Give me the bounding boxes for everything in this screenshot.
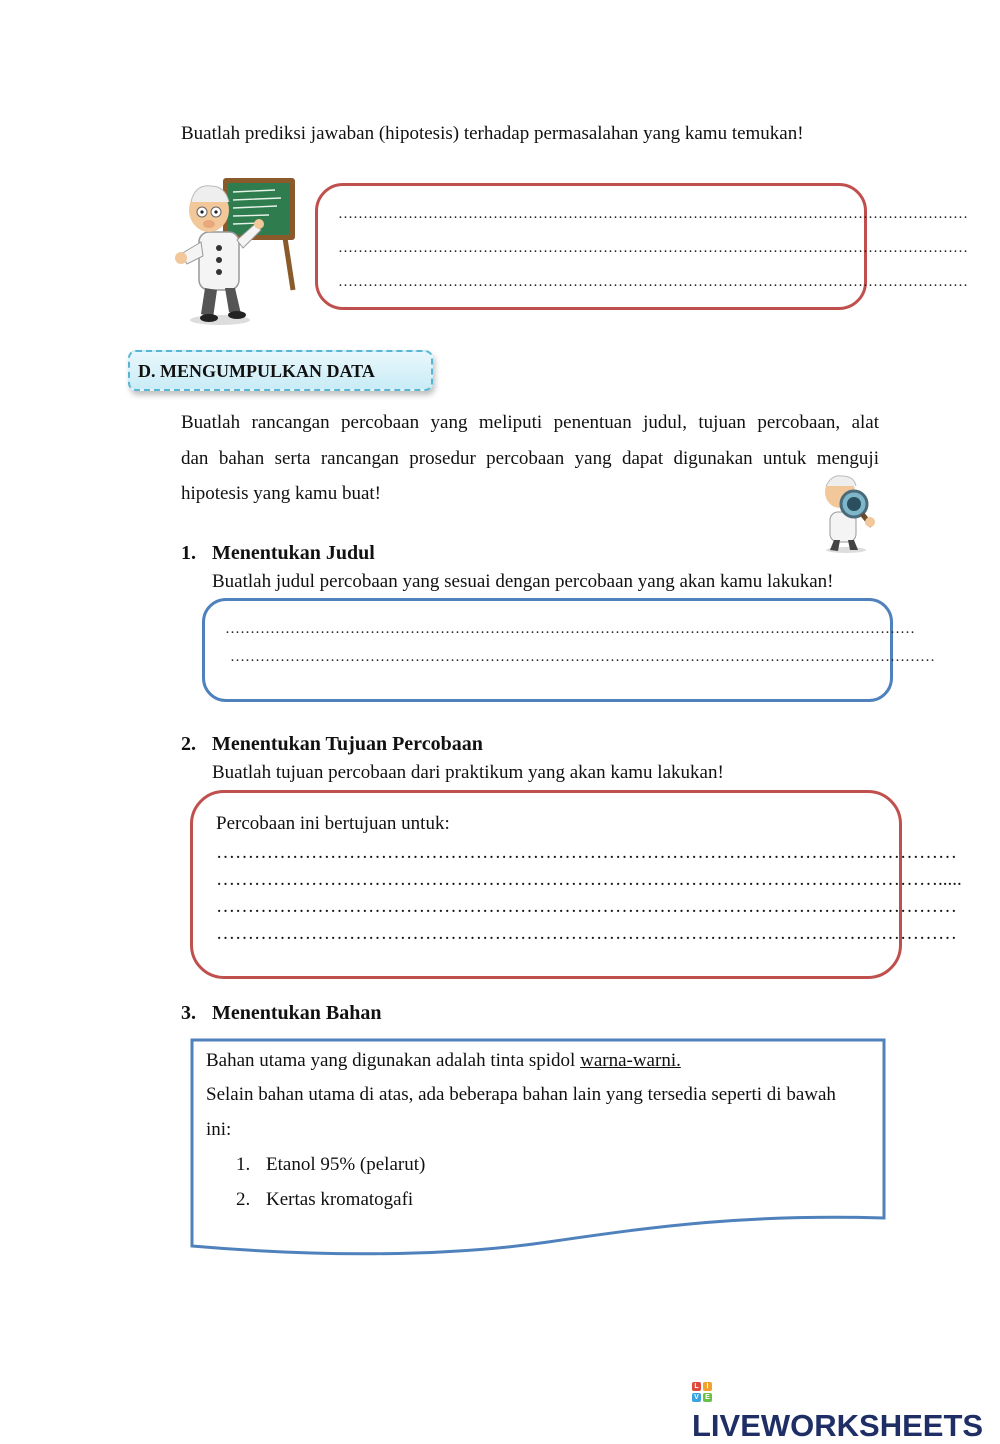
live-letter-e: E	[703, 1393, 712, 1402]
bahan-item-1-number: 1.	[236, 1154, 251, 1175]
bahan-main-highlight: warna-warni.	[580, 1050, 681, 1071]
live-squares-icon	[692, 1382, 712, 1402]
bahan-main-prefix: Bahan utama yang digunakan adalah tinta spidol	[206, 1050, 581, 1071]
professor-magnifier-illustration	[810, 472, 882, 554]
section-d-intro-line-1: Buatlah rancangan percobaan yang meliputi penentuan judul, tujuan percobaan, alat	[181, 412, 879, 433]
liveworksheets-text: LIVEWORKSHEETS	[692, 1408, 984, 1443]
tujuan-lead: Percobaan ini bertujuan untuk:	[216, 813, 450, 834]
tujuan-answer-box[interactable]	[190, 790, 962, 979]
tujuan-line-1[interactable]: ………………………………………………………………………………………………………	[216, 842, 957, 863]
tujuan-line-3[interactable]: ………………………………………………………………………………………………………	[216, 896, 957, 917]
bahan-item-2-number: 2.	[236, 1189, 251, 1210]
bahan-other-intro-end: ini:	[206, 1119, 232, 1140]
live-letter-l: L	[692, 1382, 701, 1391]
bahan-number: 3.	[181, 1002, 196, 1024]
judul-line-2[interactable]: ……………………………………………………………………………………………………………………………	[230, 649, 935, 665]
tujuan-heading: Menentukan Tujuan Percobaan	[212, 733, 483, 755]
hypothesis-line-3[interactable]: ………………………………………………………………………………………………………………	[338, 274, 968, 290]
tujuan-line-4[interactable]: ………………………………………………………………………………………………………	[216, 923, 957, 944]
hypothesis-line-1[interactable]: ………………………………………………………………………………………………………………	[338, 206, 968, 222]
bahan-item-2: Kertas kromatogafi	[266, 1189, 414, 1210]
hypothesis-answer-box[interactable]	[315, 183, 968, 310]
judul-answer-box[interactable]	[202, 598, 935, 702]
live-letter-v: V	[692, 1393, 701, 1402]
live-letter-i: I	[703, 1382, 712, 1391]
tujuan-number: 2.	[181, 733, 196, 755]
tujuan-line-2[interactable]: …………………………………………………………………………………………………….....	[216, 869, 962, 890]
hypothesis-instruction: Buatlah prediksi jawaban (hipotesis) terhadap permasalahan yang kamu temukan!	[181, 123, 804, 144]
bahan-main-material	[206, 1050, 681, 1073]
judul-instruction: Buatlah judul percobaan yang sesuai dengan percobaan yang akan kamu lakukan!	[212, 571, 834, 592]
professor-chalkboard-illustration	[165, 172, 305, 327]
section-d-intro-line-2: dan bahan serta rancangan prosedur percobaan yang dapat digunakan untuk menguji	[181, 448, 879, 469]
section-d-title: D. MENGUMPULKAN DATA	[128, 350, 433, 391]
bahan-heading: Menentukan Bahan	[212, 1002, 382, 1024]
judul-number: 1.	[181, 542, 196, 564]
section-d-intro-line-3: hipotesis yang kamu buat!	[181, 483, 381, 504]
hypothesis-line-2[interactable]: ………………………………………………………………………………………………………………	[338, 240, 968, 256]
tujuan-instruction: Buatlah tujuan percobaan dari praktikum yang akan kamu lakukan!	[212, 762, 724, 783]
liveworksheets-logo[interactable]	[692, 1372, 1000, 1444]
bahan-other-intro: Selain bahan utama di atas, ada beberapa bahan lain yang tersedia seperti di bawah	[206, 1084, 836, 1105]
judul-heading: Menentukan Judul	[212, 542, 375, 564]
judul-line-1[interactable]: …………………………………………………………………………………………………………………………	[225, 621, 915, 637]
bahan-item-1: Etanol 95% (pelarut)	[266, 1154, 426, 1175]
